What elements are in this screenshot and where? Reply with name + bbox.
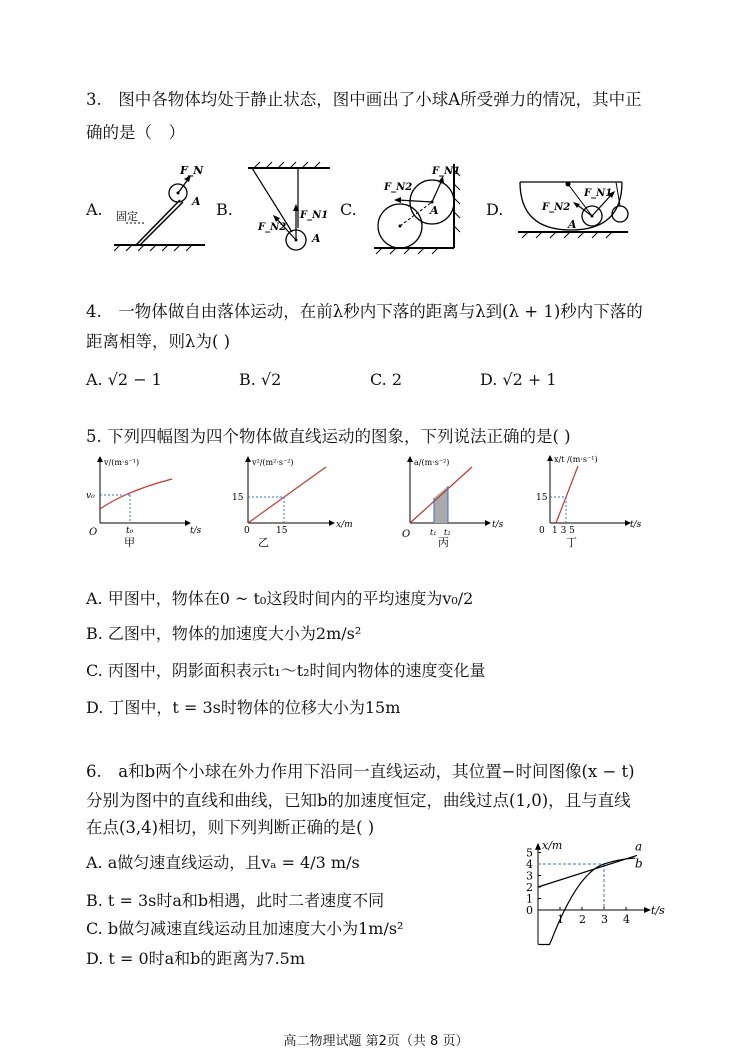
q6-stem-line1: 6. a和b两个小球在外力作用下沿同一直线运动，其位置−时间图像(x − t) (86, 762, 635, 781)
q4-option-b: B. √2 (239, 370, 282, 389)
bing-xlabel: t/s (492, 520, 504, 530)
q4-option-c: C. 2 (370, 370, 403, 389)
q6-option-a: A. a做匀速直线运动，且vₐ = 4/3 m/s (86, 853, 360, 872)
q3b-f1-label: F_N1 (300, 210, 329, 221)
jia-caption: 甲 (124, 536, 135, 549)
x-tick-label: 4 (623, 913, 630, 926)
x-axis-label: t/s (651, 904, 665, 917)
q6-xt-chart (508, 818, 678, 978)
q3d-f2-label: F_N2 (542, 202, 571, 213)
bing-t2: t₂ (444, 528, 451, 537)
x-tick-label: 1 (557, 913, 564, 926)
q3a-fixed-label: 固定 (116, 210, 138, 223)
q5-option-d: D. 丁图中，t = 3s时物体的位移大小为15m (86, 698, 401, 717)
q5-graph-jia (86, 455, 206, 549)
q5-option-b: B. 乙图中，物体的加速度大小为2m/s² (86, 624, 362, 643)
q4-stem-line1: 4. 一物体做自由落体运动，在前λ秒内下落的距离与λ到(λ + 1)秒内下落的 (86, 302, 643, 321)
q3d-f1-label: F_N1 (584, 188, 613, 199)
y-tick-label: 5 (526, 846, 533, 860)
jia-xlabel: t/s (190, 526, 202, 536)
q3-option-d-label: D. (486, 200, 504, 219)
q5-graph-ding (536, 452, 656, 549)
jia-ylabel: v/(m·s⁻¹) (104, 458, 140, 467)
x-axis-arrow (644, 907, 651, 913)
q5-stem: 5. 下列四幅图为四个物体做直线运动的图象，下列说法正确的是( ) (86, 427, 571, 446)
q6-option-d: D. t = 0时a和b的距离为7.5m (86, 949, 306, 968)
ding-xticks: 1 3 5 (552, 526, 575, 536)
yi-caption: 乙 (258, 536, 269, 549)
q6-stem-line2: 分别为图中的直线和曲线，已知b的加速度恒定，曲线过点(1,0)，且与直线 (86, 791, 631, 810)
jia-origin: O (89, 527, 98, 538)
yi-ylabel: v²/(m²·s⁻²) (252, 458, 294, 467)
q3-figure-d (516, 172, 636, 244)
jia-x0: t₀ (126, 526, 134, 536)
q3-option-a-label: A. (86, 200, 103, 219)
series-a-label: a (635, 839, 643, 854)
ding-ytick: 15 (536, 493, 548, 503)
q3c-ball-label: A (430, 204, 439, 217)
x-tick-label: 2 (579, 913, 586, 926)
q4-stem-line2: 距离相等，则λ为( ) (86, 332, 231, 351)
q3-option-b-label: B. (216, 200, 233, 219)
ding-xlabel: t/s (630, 520, 642, 530)
q3a-ball-label: A (192, 195, 201, 208)
y-tick-label: 2 (526, 881, 533, 894)
yi-origin: 0 (244, 526, 250, 536)
y-axis-label: x/m (542, 838, 563, 852)
jia-y0: v₀ (86, 491, 95, 501)
q4-option-d: D. √2 + 1 (480, 370, 557, 389)
q6-stem-line3: 在点(3,4)相切，则下列判断正确的是( ) (86, 818, 375, 837)
yi-xlabel: x/m (336, 520, 353, 530)
q3-figure-b (244, 160, 334, 255)
q6-option-c: C. b做匀减速直线运动且加速度大小为1m/s² (86, 919, 404, 938)
q3-stem-line1: 3. 图中各物体均处于静止状态，图中画出了小球A所受弹力的情况，其中正 (86, 90, 642, 109)
q4-option-a: A. √2 − 1 (86, 370, 162, 389)
bing-t1: t₁ (430, 528, 437, 537)
y-tick-label: 3 (526, 869, 533, 883)
q3b-f2-label: F_N2 (258, 222, 287, 233)
ding-origin: 0 (539, 526, 545, 536)
ding-caption: 丁 (566, 536, 577, 549)
page-footer: 高二物理试题 第2页（共 8 页） (283, 1034, 469, 1049)
q5-option-a: A. 甲图中，物体在0 ~ t₀这段时间内的平均速度为v₀/2 (86, 589, 474, 608)
q3b-ball-label: A (312, 232, 321, 245)
q3c-f2-label: F_N2 (384, 182, 413, 193)
q3d-ball-label: A (568, 218, 577, 231)
q6-option-b: B. t = 3s时a和b相遇，此时二者速度不同 (86, 891, 385, 910)
q3c-f1-label: F_N1 (432, 166, 461, 177)
q3-figure-a (110, 160, 210, 250)
q3-figure-c (372, 160, 464, 255)
q3-stem-line2: 确的是（ ） (86, 123, 185, 142)
y-tick-label: 4 (526, 858, 533, 871)
series-b-label: b (635, 856, 643, 871)
q5-option-c: C. 丙图中，阴影面积表示t₁～t₂时间内物体的速度变化量 (86, 661, 486, 680)
x-tick-label: 3 (601, 913, 608, 926)
q5-graph-bing (398, 455, 518, 549)
y-tick-label: 0 (526, 904, 533, 917)
y-tick-label: 1 (526, 892, 533, 906)
ding-ylabel: x/t /(m·s⁻¹) (554, 455, 598, 464)
q5-graph-yi (232, 455, 372, 549)
bing-caption: 丙 (438, 536, 449, 549)
bing-ylabel: a/(m·s⁻²) (414, 458, 450, 467)
q3-option-c-label: C. (340, 200, 357, 219)
yi-xtick: 15 (276, 526, 288, 536)
yi-ytick: 15 (232, 493, 244, 503)
q3a-force-label: F_N (180, 164, 204, 177)
bing-origin: O (402, 529, 411, 540)
y-axis-arrow (535, 843, 541, 850)
